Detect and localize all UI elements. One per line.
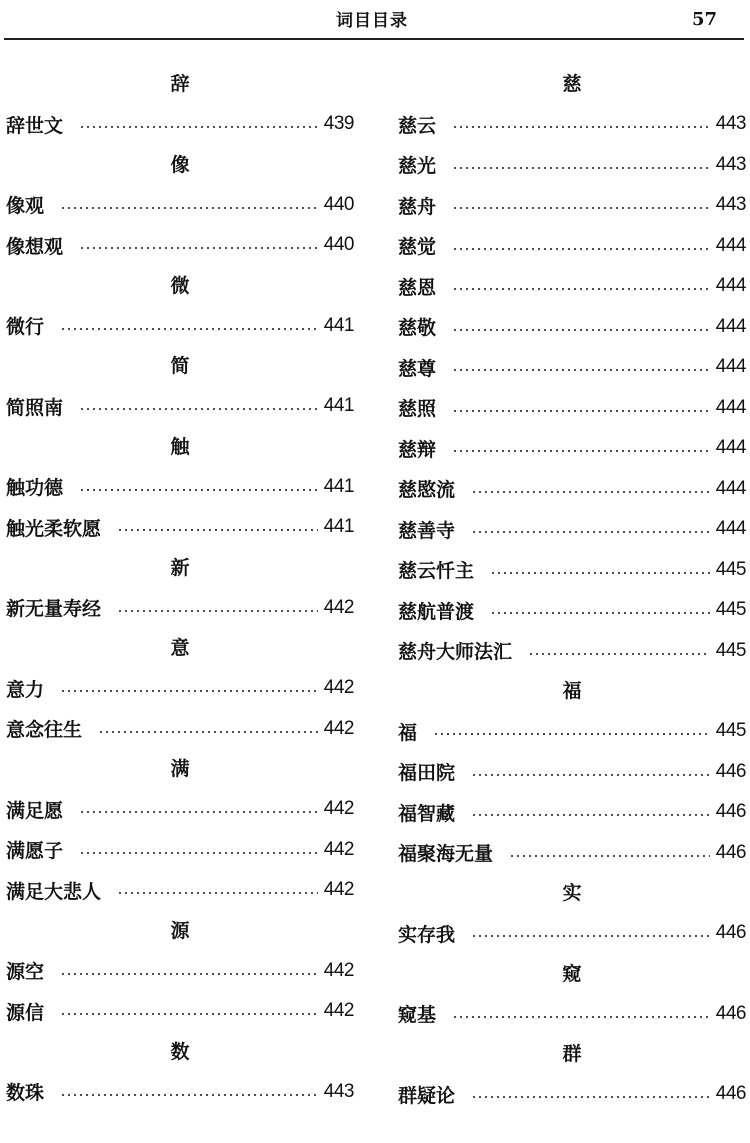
entry-term: 福田院 [398, 762, 456, 785]
dot-leader [452, 126, 710, 128]
entry-term: 窥基 [398, 1004, 437, 1027]
entry-page-number: 443 [715, 194, 746, 216]
dot-leader [471, 491, 710, 493]
index-entry [6, 225, 354, 266]
entry-page-number: 445 [715, 599, 746, 621]
entry-term: 慈觉 [398, 236, 437, 259]
index-group-heading: 窥 [562, 962, 582, 985]
entry-page-number: 445 [715, 720, 746, 742]
page-number: 57 [692, 9, 718, 30]
index-group-heading: 福 [562, 680, 582, 702]
dot-leader [490, 572, 710, 574]
index-group-heading: 数 [170, 1040, 190, 1063]
entry-term: 慈照 [398, 398, 437, 421]
entry-page-number: 439 [323, 113, 354, 135]
entry-page-number: 444 [715, 315, 746, 337]
entry-page-number: 444 [715, 477, 746, 499]
entry-page-number: 442 [323, 1000, 354, 1022]
entry-page-number: 444 [715, 356, 746, 378]
index-entry [398, 509, 746, 550]
dot-leader [60, 207, 318, 209]
dot-leader [452, 410, 710, 412]
running-title: 词目目录 [336, 11, 408, 31]
entry-term: 慈辩 [398, 438, 437, 461]
index-entry [6, 1072, 354, 1113]
dot-leader [452, 207, 710, 209]
index-group-heading: 意 [170, 637, 190, 659]
index-group-heading: 简 [170, 355, 190, 377]
entry-page-number: 444 [715, 437, 746, 459]
entry-term: 简照南 [6, 396, 64, 419]
entry-term: 慈愍流 [398, 479, 456, 502]
entry-term: 数珠 [6, 1082, 45, 1105]
header-rule [4, 38, 744, 40]
dot-leader [452, 1016, 710, 1018]
entry-term: 满足大悲人 [6, 880, 102, 903]
entry-term: 福智藏 [398, 802, 456, 825]
index-group-heading: 群 [562, 1043, 582, 1065]
entry-term: 慈舟 [398, 195, 437, 218]
dot-leader [452, 329, 710, 331]
index-group-heading: 触 [170, 435, 190, 458]
index-entry [398, 266, 746, 307]
entry-term: 像观 [6, 195, 45, 218]
entry-page-number: 443 [323, 1080, 354, 1102]
entry-term: 触光柔软愿 [6, 517, 102, 540]
index-entry [398, 792, 746, 833]
index-entry [398, 994, 746, 1035]
index-entry [6, 386, 354, 427]
index-group-heading: 源 [170, 919, 190, 942]
entry-term: 像想观 [6, 235, 64, 258]
entry-page-number: 446 [715, 1083, 746, 1105]
entry-page-number: 442 [323, 838, 354, 860]
index-entry [6, 709, 354, 750]
index-entry [6, 588, 354, 629]
dot-leader [60, 690, 318, 692]
index-group-heading: 微 [170, 274, 190, 297]
entry-page-number: 443 [715, 153, 746, 175]
dot-leader [79, 852, 318, 854]
entry-page-number: 446 [715, 841, 746, 863]
index-entry [398, 145, 746, 186]
index-entry [6, 104, 354, 145]
entry-term: 源空 [6, 961, 45, 984]
entry-page-number: 442 [323, 596, 354, 618]
entry-page-number: 446 [715, 922, 746, 944]
entry-term: 满足愿 [6, 799, 64, 822]
entry-term: 辞世文 [6, 114, 64, 137]
index-entry [6, 467, 354, 508]
entry-term: 慈舟大师法汇 [398, 641, 513, 664]
dot-leader [117, 892, 318, 894]
entry-page-number: 441 [323, 475, 354, 497]
entry-page-number: 445 [715, 558, 746, 580]
entry-term: 慈善寺 [398, 519, 456, 542]
entry-term: 慈光 [398, 155, 437, 178]
index-entry [398, 590, 746, 631]
entry-term: 福 [398, 721, 418, 744]
entry-term: 慈敬 [398, 317, 437, 340]
index-entry [398, 1074, 746, 1115]
entry-term: 福聚海无量 [398, 843, 494, 866]
dot-leader [79, 126, 318, 128]
entry-page-number: 444 [715, 518, 746, 540]
dot-leader [528, 653, 710, 655]
dot-leader [452, 167, 710, 169]
entry-page-number: 443 [715, 113, 746, 135]
index-entry [6, 951, 354, 992]
index-entry [398, 752, 746, 793]
index-group-heading: 像 [170, 153, 190, 176]
index-entry [398, 833, 746, 874]
dot-leader [117, 529, 318, 531]
entry-page-number: 445 [715, 639, 746, 661]
index-entry [398, 185, 746, 226]
entry-term: 慈云 [398, 114, 437, 137]
index-group-heading: 辞 [170, 73, 190, 95]
index-group-heading: 新 [170, 556, 190, 579]
dot-leader [452, 248, 710, 250]
index-entry [398, 104, 746, 145]
dot-leader [60, 1094, 318, 1096]
entry-page-number: 442 [323, 879, 354, 901]
dot-leader [60, 328, 318, 330]
dot-leader [60, 1013, 318, 1015]
entry-page-number: 440 [323, 193, 354, 215]
index-entry [6, 185, 354, 226]
index-entry [398, 631, 746, 672]
index-entry [398, 711, 746, 752]
entry-page-number: 444 [715, 396, 746, 418]
right-column [398, 64, 746, 1115]
dot-leader [490, 612, 710, 614]
dot-leader [79, 247, 318, 249]
index-entry [398, 226, 746, 267]
index-entry [6, 830, 354, 871]
entry-term: 意念往生 [6, 719, 83, 742]
entry-term: 慈恩 [398, 276, 437, 299]
dot-leader [117, 610, 318, 612]
entry-page-number: 441 [323, 395, 354, 417]
index-entry [6, 870, 354, 911]
entry-term: 触功德 [6, 477, 64, 500]
index-entry [398, 347, 746, 388]
dot-leader [79, 811, 318, 813]
entry-term: 微行 [6, 316, 45, 339]
index-entry [6, 668, 354, 709]
dot-leader [79, 408, 318, 410]
index-group-heading: 慈 [562, 73, 582, 95]
entry-page-number: 444 [715, 234, 746, 256]
index-entry [398, 913, 746, 954]
entry-term: 慈云忏主 [398, 560, 475, 583]
entry-page-number: 442 [323, 717, 354, 739]
dot-leader [452, 450, 710, 452]
dot-leader [509, 855, 710, 857]
index-group-heading: 满 [170, 758, 190, 780]
entry-page-number: 441 [323, 516, 354, 538]
index-entry [398, 428, 746, 469]
entry-page-number: 441 [323, 314, 354, 336]
entry-page-number: 442 [323, 798, 354, 820]
index-entry [398, 307, 746, 348]
dot-leader [471, 531, 710, 533]
index-entry [6, 306, 354, 347]
entry-page-number: 442 [323, 959, 354, 981]
entry-term: 满愿子 [6, 840, 64, 863]
entry-page-number: 442 [323, 677, 354, 699]
index-entry [398, 469, 746, 510]
left-column [6, 64, 354, 1112]
entry-term: 群疑论 [398, 1084, 456, 1107]
index-entry [6, 789, 354, 830]
entry-page-number: 446 [715, 760, 746, 782]
dot-leader [98, 731, 318, 733]
dot-leader [60, 973, 318, 975]
entry-term: 源信 [6, 1001, 45, 1024]
index-entry [398, 388, 746, 429]
index-entry [6, 507, 354, 548]
index-entry [398, 550, 746, 591]
entry-term: 实存我 [398, 923, 456, 946]
entry-term: 慈尊 [398, 357, 437, 380]
dot-leader [79, 489, 318, 491]
dot-leader [471, 814, 710, 816]
index-group-heading: 实 [562, 882, 582, 904]
entry-term: 新无量寿经 [6, 598, 102, 621]
dot-leader [471, 774, 710, 776]
dot-leader [433, 733, 710, 735]
entry-page-number: 440 [323, 234, 354, 256]
entry-page-number: 446 [715, 801, 746, 823]
entry-page-number: 446 [715, 1002, 746, 1024]
dot-leader [471, 1096, 710, 1098]
dot-leader [452, 288, 710, 290]
index-entry [6, 991, 354, 1032]
entry-page-number: 444 [715, 275, 746, 297]
dot-leader [471, 935, 710, 937]
page-header [0, 0, 750, 40]
entry-term: 意力 [6, 678, 45, 701]
dot-leader [452, 369, 710, 371]
entry-term: 慈航普渡 [398, 600, 475, 623]
